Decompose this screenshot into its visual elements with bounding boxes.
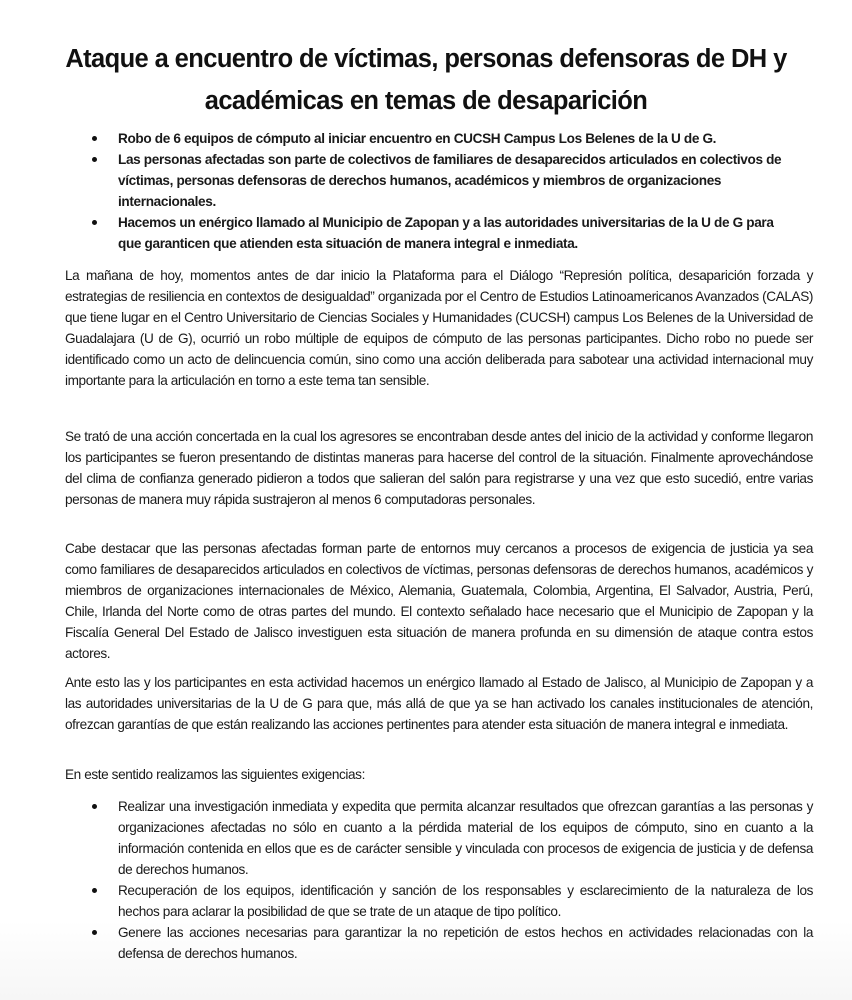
- demand-item: [90, 796, 813, 880]
- summary-item: [90, 212, 790, 254]
- body-paragraph: La mañana de hoy, momentos antes de dar inicio la Plataforma para el Diálogo “Represión política, desaparición forzada y estrategias de resiliencia en contextos de desigualdad” organizada por el Centro de Estudios Latinoamericanos Avanzados (CALAS) que tiene lugar en el Centro Universitario de Ciencias Sociales y Humanidades (CUCSH) campus Los Belenes de la Universidad de Guadalajara (U de G), ocurrió un robo múltiple de equipos de cómputo de las personas participantes. Dicho robo no puede ser identificado como un acto de delincuencia común, sino como una acción deliberada para sabotear una actividad internacional muy importante para la articulación en torno a este tema tan sensible.: [65, 268, 813, 388]
- bullet-icon: [92, 804, 97, 809]
- body-paragraph: Cabe destacar que las personas afectadas forman parte de entornos muy cercanos a procesos de exigencia de justicia ya sea como familiares de desaparecidos articulados en colectivos de víctimas, personas defensoras de derechos humanos, académicos y miembros de organizaciones internacionales de México, Alemania, Guatemala, Colombia, Argentina, El Salvador, Austria, Perú, Chile, Irlanda del Norte como de otras partes del mundo. El contexto señalado hace necesario que el Municipio de Zapopan y la Fiscalía General Del Estado de Jalisco investiguen esta situación de manera profunda en su dimensión de ataque contra estos actores.: [65, 541, 813, 661]
- demand-item: [90, 880, 813, 922]
- body-paragraph: Se trató de una acción concertada en la cual los agresores se encontraban desde antes del inicio de la actividad y conforme llegaron los participantes se fueron presentando de distintas maneras para hacerse del control de la situación. Finalmente aprovechándose del clima de confianza generado pidieron a todos que salieran del salón para registrarse y una vez que esto sucedió, entre varias personas de manera muy rápida sustrajeron al menos 6 computadoras personales.: [65, 429, 813, 507]
- summary-text: Hacemos un enérgico llamado al Municipio de Zapopan y a las autoridades universitarias de la U de G para que garanticen que atienden esta situación de manera integral e inmediata.: [118, 215, 774, 251]
- demands-list: [90, 796, 813, 964]
- bullet-icon: [92, 157, 97, 162]
- demand-text: Genere las acciones necesarias para garantizar la no repetición de estos hechos en actividades relacionadas con la defensa de derechos humanos.: [118, 925, 813, 961]
- summary-list: [90, 128, 790, 254]
- demands-intro: En este sentido realizamos las siguientes exigencias:: [65, 767, 365, 782]
- summary-text: Robo de 6 equipos de cómputo al iniciar encuentro en CUCSH Campus Los Belenes de la U de G.: [118, 131, 717, 146]
- document-title: Ataque a encuentro de víctimas, personas defensoras de DH y académicas en temas de desaparición: [65, 45, 787, 115]
- bullet-icon: [92, 220, 97, 225]
- demand-text: Recuperación de los equipos, identificación y sanción de los responsables y esclarecimiento de la naturaleza de los hechos para aclarar la posibilidad de que se trate de un ataque de tipo político.: [118, 883, 813, 919]
- bullet-icon: [92, 930, 97, 935]
- summary-item: [90, 149, 790, 212]
- summary-text: Las personas afectadas son parte de colectivos de familiares de desaparecidos articulados en colectivos de víctimas, personas defensoras de derechos humanos, académicos y miembros de organizaciones internacionales.: [118, 152, 782, 209]
- demand-item: [90, 922, 813, 964]
- bullet-icon: [92, 888, 97, 893]
- demand-text: Realizar una investigación inmediata y expedita que permita alcanzar resultados que ofrezcan garantías a las personas y organizaciones afectadas no sólo en cuanto a la pérdida material de los equipos de cómputo, sino en cuanto a la información contenida en ellos que es de carácter sensible y vinculada con procesos de exigencia de justicia y de defensa de derechos humanos.: [118, 799, 813, 877]
- body-paragraph: Ante esto las y los participantes en esta actividad hacemos un enérgico llamado al Estado de Jalisco, al Municipio de Zapopan y a las autoridades universitarias de la U de G para que, más allá de que ya se han activado los canales institucionales de atención, ofrezcan garantías de que están realizando las acciones pertinentes para atender esta situación de manera integral e inmediata.: [65, 675, 813, 732]
- summary-item: [90, 128, 790, 149]
- bullet-icon: [92, 136, 97, 141]
